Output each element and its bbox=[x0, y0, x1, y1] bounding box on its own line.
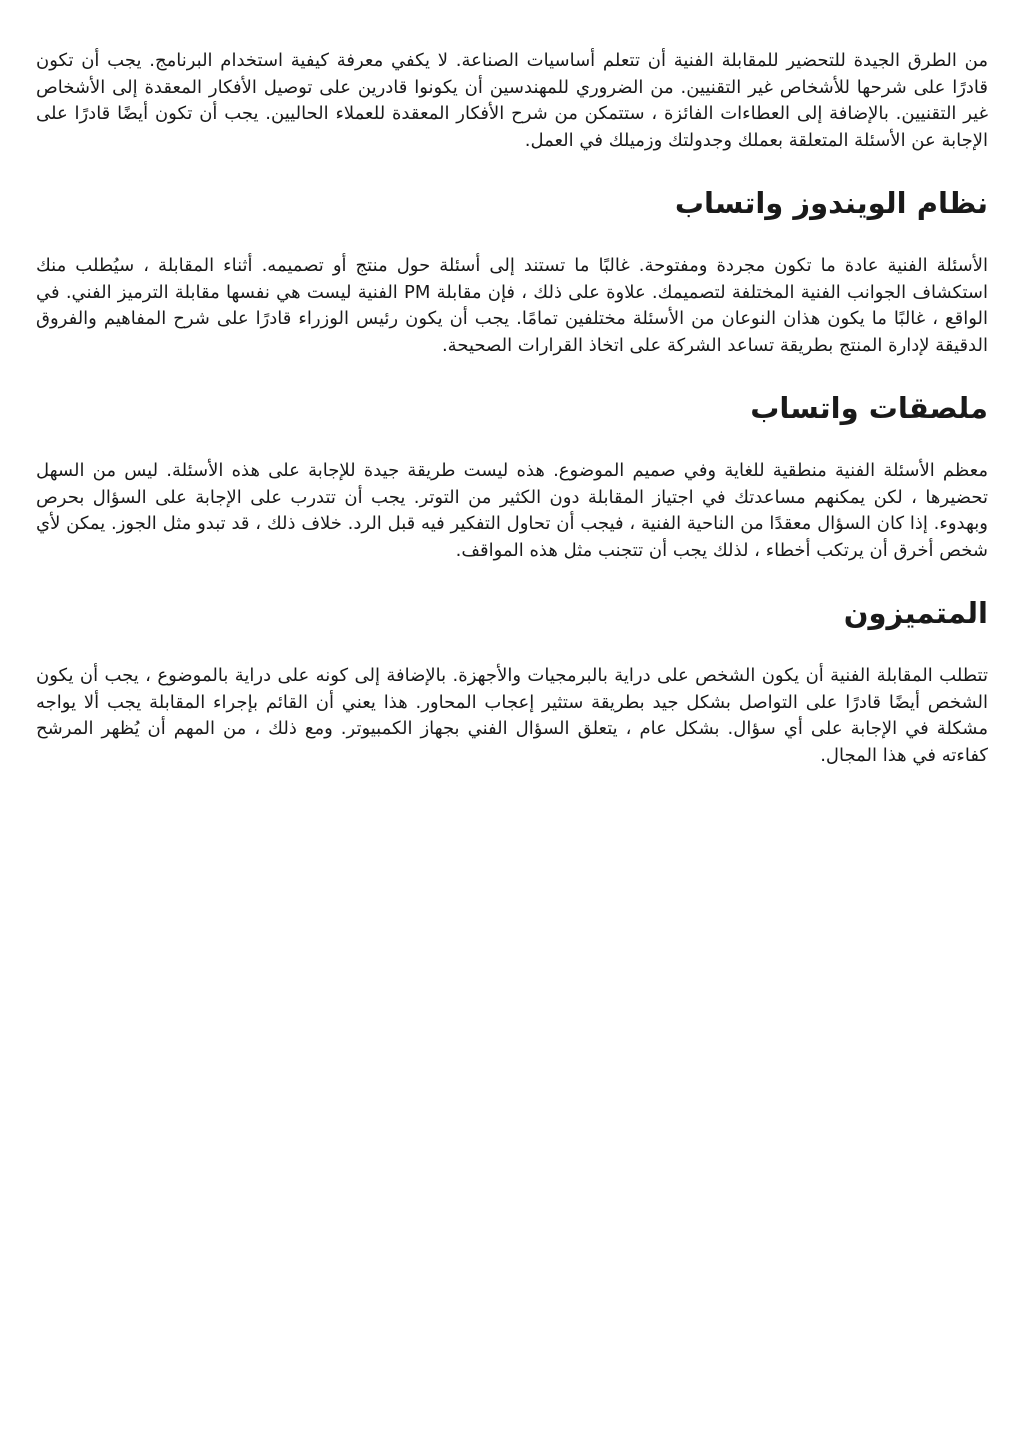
section-heading-windows-whatsapp: نظام الويندوز واتساب bbox=[674, 186, 988, 220]
section-heading-whatsapp-stickers: ملصقات واتساب bbox=[750, 391, 988, 425]
section-body-whatsapp-stickers: معظم الأسئلة الفنية منطقية للغاية وفي صميم الموضوع. هذه ليست طريقة جيدة للإجابة على هذه الأسئلة. ليس من السهل تحضيرها ، لكن يمكنهم مساعدتك في اجتياز المقابلة دون الكثير من التوتر. يجب أن تتدرب على الإجابة على السؤال بحرص وبهدوء. إذا كان السؤال معقدًا من الناحية الفنية ، فيجب أن تحاول التفكير فيه قبل الرد. خلاف ذلك ، قد تبدو مثل الجوز. يمكن لأي شخص أخرق أن يرتكب أخطاء ، لذلك يجب أن تتجنب مثل هذه المواقف. bbox=[36, 460, 988, 561]
section-heading-distinguished: المتميزون bbox=[843, 596, 988, 630]
intro-paragraph: من الطرق الجيدة للتحضير للمقابلة الفنية أن تتعلم أساسيات الصناعة. لا يكفي معرفة كيفية استخدام البرنامج. يجب أن تكون قادرًا على شرحها للأشخاص غير التقنيين. من الضروري للمهندسين أن يكونوا قادرين على توصيل الأفكار المعقدة إلى الأشخاص غير التقنيين. بالإضافة إلى العطاءات الفائزة ، ستتمكن من شرح الأفكار المعقدة للعملاء الحاليين. يجب أن تكون أيضًا قادرًا على الإجابة عن الأسئلة المتعلقة بعملك وجدولتك وزميلك في العمل. bbox=[36, 50, 988, 151]
section-body-windows-whatsapp: الأسئلة الفنية عادة ما تكون مجردة ومفتوحة. غالبًا ما تستند إلى أسئلة حول منتج أو تصميمه. أثناء المقابلة ، سيُطلب منك استكشاف الجوانب الفنية المختلفة لتصميمك. علاوة على ذلك ، فإن مقابلة PM الفنية ليست هي نفسها مقابلة الترميز الفني. في الواقع ، غالبًا ما يكون هذان النوعان من الأسئلة مختلفين تمامًا. يجب أن يكون رئيس الوزراء قادرًا على شرح المفاهيم والفروق الدقيقة لإدارة المنتج بطريقة تساعد الشركة على اتخاذ القرارات الصحيحة. bbox=[36, 255, 988, 356]
section-body-distinguished: تتطلب المقابلة الفنية أن يكون الشخص على دراية بالبرمجيات والأجهزة. بالإضافة إلى كونه على دراية بالموضوع ، يجب أن يكون الشخص أيضًا قادرًا على التواصل بشكل جيد بطريقة ستثير إعجاب المحاور. هذا يعني أن القائم بإجراء المقابلة يجب ألا يواجه مشكلة في الإجابة على أي سؤال. بشكل عام ، يتعلق السؤال الفني بجهاز الكمبيوتر. ومع ذلك ، من المهم أن يُظهر المرشح كفاءته في هذا المجال. bbox=[36, 665, 988, 766]
